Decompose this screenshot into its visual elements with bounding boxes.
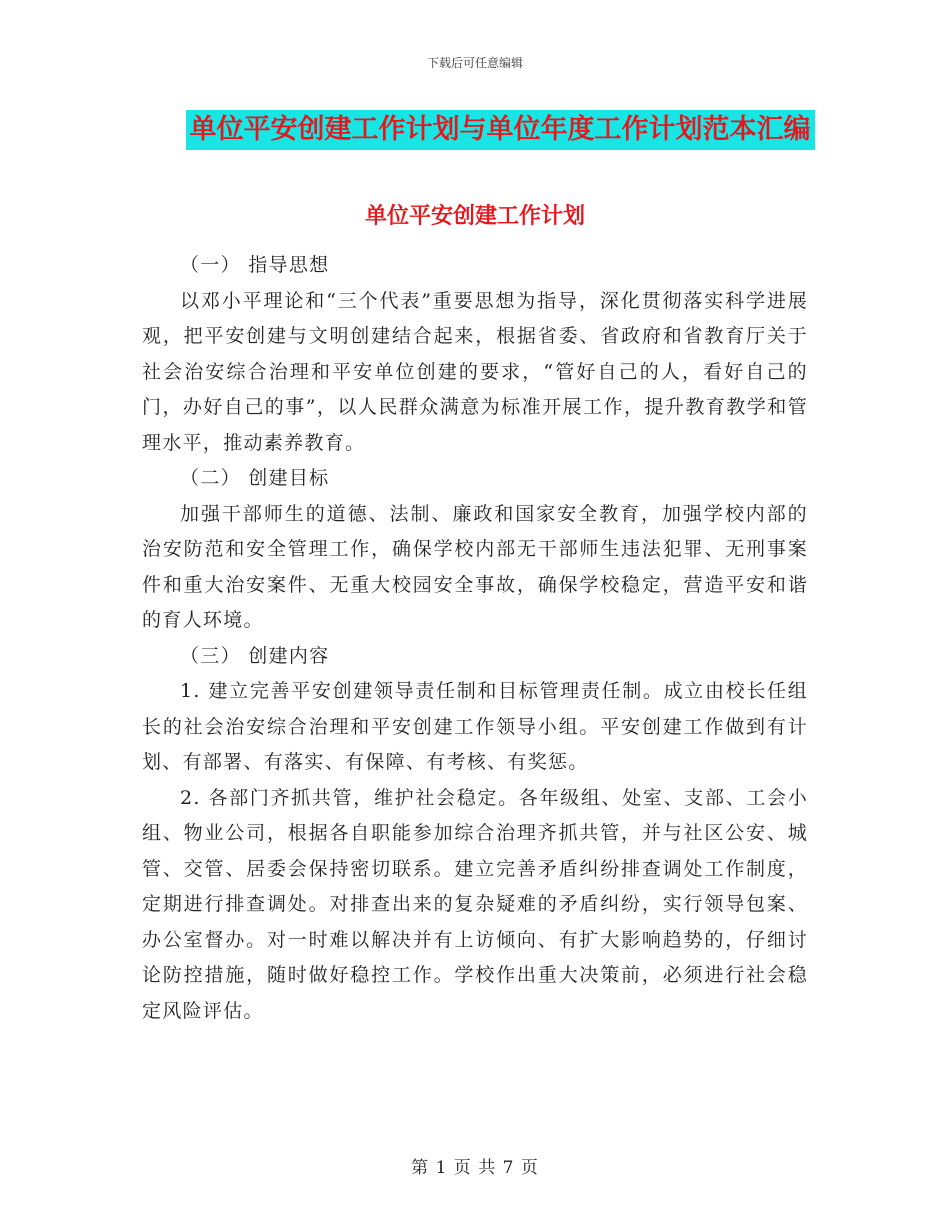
heading-creation-goals: （二） 创建目标 bbox=[180, 467, 330, 489]
heading-guiding-ideology: （一） 指导思想 bbox=[180, 254, 330, 276]
paragraph-item-1: 1. 建立完善平安创建领导责任制和目标管理责任制。成立由校长任组长的社会治安综合治理和平安创建工作领导小组。平安创建工作做到有计划、有部署、有落实、有保障、有考核、有奖惩。 bbox=[142, 680, 808, 773]
document-body bbox=[142, 248, 808, 1029]
document-title: 单位平安创建工作计划与单位年度工作计划范本汇编 bbox=[186, 110, 815, 150]
heading-creation-content: （三） 创建内容 bbox=[180, 644, 330, 667]
document-title-container bbox=[0, 110, 950, 150]
paragraph-creation-goals: 加强干部师生的道德、法制、廉政和国家安全教育，加强学校内部的治安防范和安全管理工作，确保学校内部无干部师生违法犯罪、无刑事案件和重大治安案件、无重大校园安全事故，确保学校稳定，营造平安和谐的育人环境。 bbox=[142, 502, 808, 631]
page-number-footer: 第 1 页 共 7 页 bbox=[411, 1158, 539, 1178]
paragraph-guiding-ideology: 以邓小平理论和“三个代表”重要思想为指导，深化贯彻落实科学进展观，把平安创建与文明创建结合起来，根据省委、省政府和省教育厅关于社会治安综合治理和平安单位创建的要求，“管好自己的人，看好自己的门，办好自己的事”，以人民群众满意为标准开展工作，提升教育教学和管理水平，推动素养教育。 bbox=[142, 289, 808, 454]
paragraph-item-2: 2. 各部门齐抓共管，维护社会稳定。各年级组、处室、支部、工会小组、物业公司，根据各自职能参加综合治理齐抓共管，并与社区公安、城管、交管、居委会保持密切联系。建立完善矛盾纠纷排查调处工作制度，定期进行排查调处。对排查出来的复杂疑难的矛盾纠纷，实行领导包案、办公室督办。对一时难以解决并有上访倾向、有扩大影响趋势的，仔细讨论防控措施，随时做好稳控工作。学校作出重大决策前，必须进行社会稳定风险评估。 bbox=[142, 786, 808, 1022]
header-note: 下载后可任意编辑 bbox=[426, 56, 523, 70]
section-title: 单位平安创建工作计划 bbox=[364, 203, 585, 229]
